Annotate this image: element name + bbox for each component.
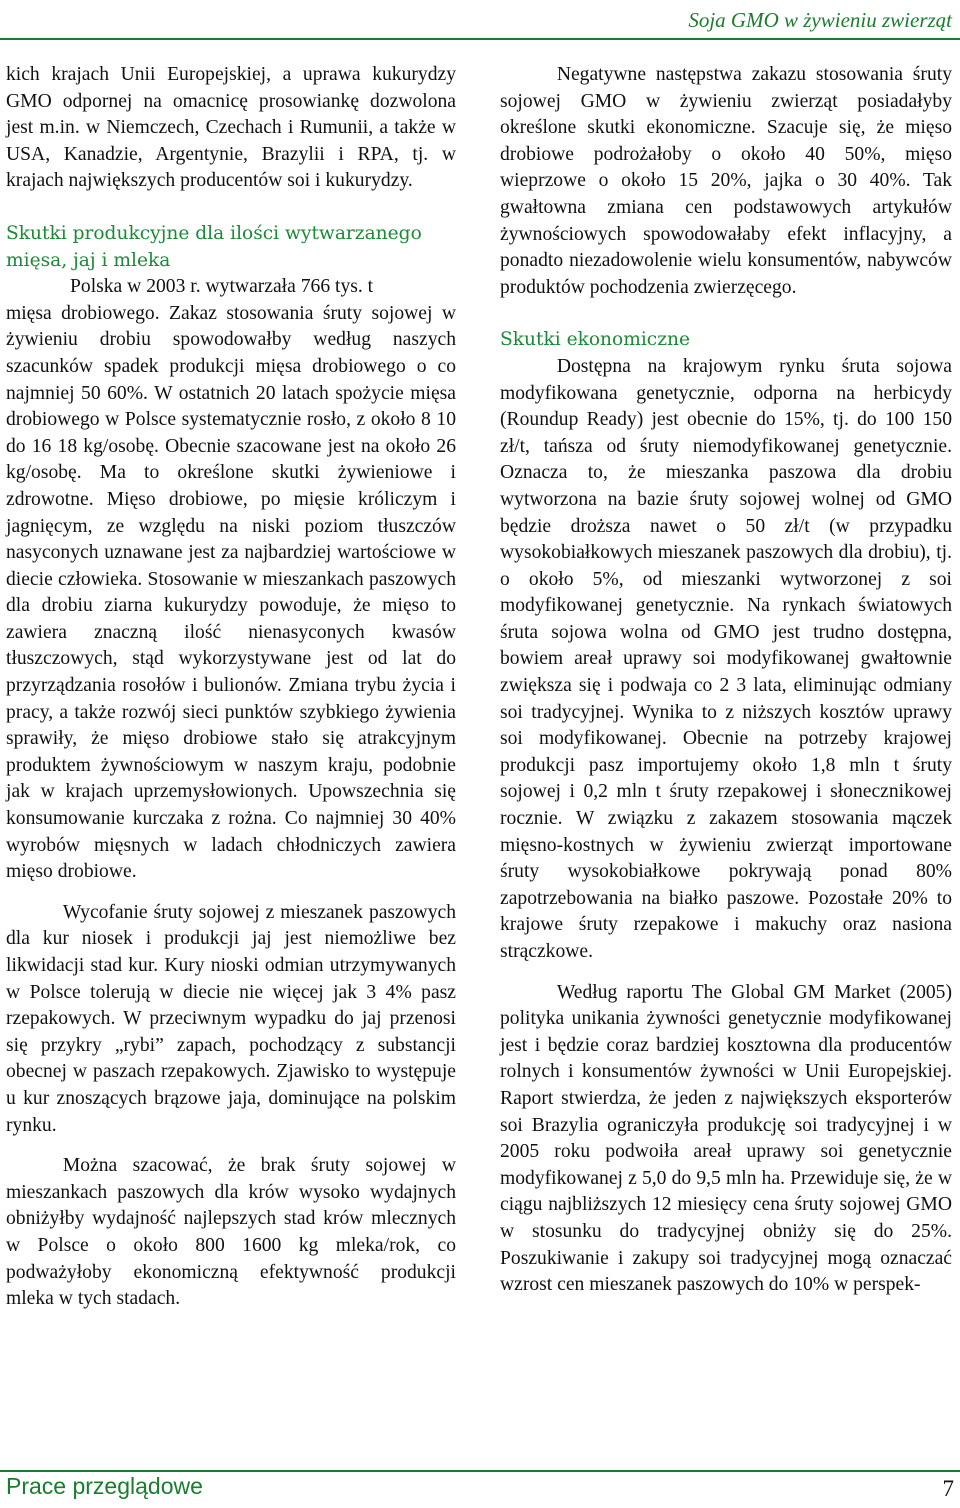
right-paragraph-1: Negatywne następstwa zakazu stosowania śruty sojowej GMO w żywieniu zwierząt posiadałyby określone skutki ekonomiczne. Szacuje się, że mięso drobiowe podrożałoby o około 40 50%, mięso wieprzowe o około 15 20%, jajka o 30 40%. Tak gwałtowna zmiana cen podstawowych artykułów żywnościowych spowodowałaby efekt inflacyjny, a ponadto niezadowolenie wielu konsumentów, nabywców produktów pochodzenia zwierzęcego. <box>500 64 952 298</box>
spacer <box>6 195 456 221</box>
right-paragraph-3: Według raportu The Global GM Market (2005) polityka unikania żywności genetycznie modyfikowanej jest i będzie coraz bardziej kosztowna dla producentów rolnych i konsumentów żywności w Unii Europejskiej. Raport stwierdza, że jeden z największych eksporterów soi Brazylia ograniczyła produkcję soi tradycyjnej i w 2005 roku podwoiła areał uprawy soi genetycznie modyfikowanej z 5,0 do 9,5 mln ha. Przewiduje się, że w ciągu najbliższych 12 miesięcy cena śruty sojowej GMO w stosunku do tradycyjnej obniży się do 25%. Poszukiwanie i zakupy soi tradycyjnej mogą oznaczać wzrost cen mieszanek paszowych do 10% w perspek- <box>500 981 952 1296</box>
section-title-production: Skutki produkcyjne dla ilości wytwarzanego mięsa, jaj i mleka <box>6 222 422 271</box>
left-paragraph-4: Można szacować, że brak śruty sojowej w mieszankach paszowych dla krów wysoko wydajnych obniżyłby wydajność najlepszych stad krów mlecznych w Polsce o około 800 1600 kg mleka/rok, co podważyłoby ekonomiczną efektywność produkcji mleka w tych stadach. <box>6 1155 456 1310</box>
left-paragraph-3: Wycofanie śruty sojowej z mieszanek paszowych dla kur niosek i produkcji jaj jest niemożliwe bez likwidacji stad kur. Kury nioski odmian utrzymywanych w Polsce tolerują w diecie nie więcej jak 3 4% pasz rzepakowych. W przeciwnym wypadku do jaj przenosi się przykry „rybi” zapach, pochodzący z substancji obecnej w paszach rzepakowych. Zjawisko to występuje u kur znoszących brązowe jaja, dominujące na polskim rynku. <box>6 901 456 1136</box>
right-paragraph-2: Dostępna na krajowym rynku śruta sojowa modyfikowana genetycznie, odporna na herbicydy (Roundup Ready) jest obecnie do 15%, tj. do 100 150 zł/t, tańsza od śruty niemodyfikowanej genetycznie. Oznacza to, że mieszanka paszowa dla drobiu wytworzona na bazie śruty sojowej wolnej od GMO będzie droższa nawet o 50 zł/t (w przypadku wysokobiałkowych mieszanek paszowych dla drobiu), tj. o około 5%, od mieszanki wytworzonej z soi modyfikowanej genetycznie. Na rynkach światowych śruta sojowa wolna od GMO jest trudno dostępna, bowiem areał uprawy soi modyfikowanej gwałtownie zwiększa się i podwaja co 2 3 lata, eliminując odmiany soi tradycyjnej. Wynika to z niższych kosztów uprawy soi modyfikowanej. Obecnie na potrzeby krajowej produkcji pasz importujemy około 1,8 mln t śruty sojowej i 0,2 mln t śruty rzepakowej i słonecznikowej rocznie. W związku z zakazem stosowania mączek mięsno-kostnych w żywieniu zwierząt importowane śruty wysokobiałkowe pokrywają ponad 80% zapotrzebowania na białko paszowe. Pozostałe 20% to krajowe śruty rzepakowe i makuchy oraz nasiona strączkowe. <box>500 355 952 962</box>
footer-section-label: Prace przeglądowe <box>6 1473 203 1499</box>
section-title-economic: Skutki ekonomiczne <box>500 329 690 351</box>
page-number: 7 <box>942 1476 954 1501</box>
footer-rule <box>0 1470 960 1472</box>
right-column <box>500 62 952 1299</box>
left-column <box>6 62 456 1313</box>
left-paragraph-2-first-line: Polska w 2003 r. wytwarzała 766 tys. t <box>70 276 374 298</box>
left-paragraph-2: mięsa drobiowego. Zakaz stosowania śruty sojowej w żywieniu drobiu spowodowałby według naszych szacunków spadek produkcji mięsa drobiowego o co najmniej 50 60%. W ostatnich 20 latach spożycie mięsa drobiowego w Polsce systematycznie rosło, z około 8 10 do 16 18 kg/osobę. Obecnie szacowane jest na około 26 kg/osobę. Ma to określone skutki żywieniowe i zdrowotne. Mięso drobiowe, po mięsie króliczym i jagnięcym, ze względu na niski poziom tłuszczów nasyconych uznawane jest za najbardziej wartościowe w diecie człowieka. Stosowanie w mieszankach paszowych dla drobiu ziarna kukurydzy powoduje, że mięso to zawiera znaczną ilość nienasyconych kwasów tłuszczowych, stąd wykorzystywane jest od lat do przyrządzania rosołów i bulionów. Zmiana trybu życia i pracy, a także rozwój sieci punktów szybkiego żywienia sprawiły, że mięso drobiowe stało się atrakcyjnym produktem żywnościowym w naszym kraju, podobnie jak w krajach uprzemysłowionych. Upowszechnia się konsumowanie kurczaka z rożna. Co najmniej 30 40% wyrobów mięsnych w ladach chłodniczych zawiera mięso drobiowe. <box>6 302 456 883</box>
spacer <box>6 1139 456 1153</box>
spacer <box>500 301 952 327</box>
spacer <box>500 966 952 980</box>
left-paragraph-1: kich krajach Unii Europejskiej, a uprawa kukurydzy GMO odpornej na omacnicę prosowiankę dozwolona jest m.in. w Niemczech, Czechach i Rumunii, a także w USA, Kanadzie, Argentynie, Brazylii i RPA, tj. w krajach największych producentów soi i kukurydzy. <box>6 64 456 192</box>
header-rule <box>0 38 960 40</box>
spacer <box>6 886 456 900</box>
running-title: Soja GMO w żywieniu zwierząt <box>688 8 952 32</box>
